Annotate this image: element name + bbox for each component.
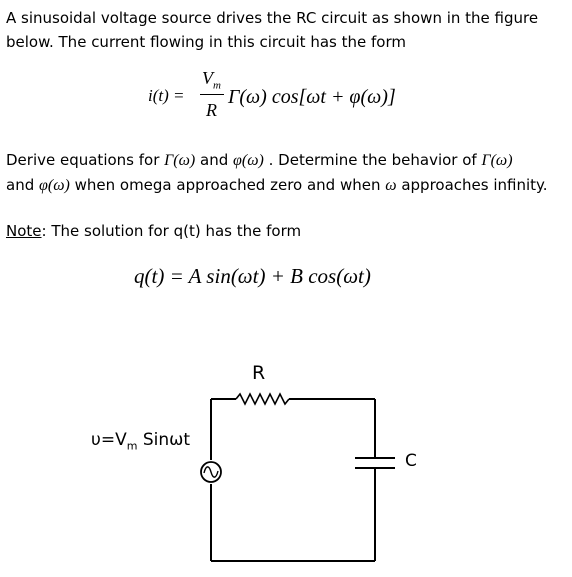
capacitor-label: C: [405, 451, 417, 471]
eq1-denominator: R: [206, 100, 217, 120]
intro-line-1: A sinusoidal voltage source drives the RC circuit as shown in the figure: [6, 9, 539, 27]
eq1-numerator: $V_m$: [202, 68, 221, 92]
intro-line-2: below. The current flowing in this circuit has the form: [6, 33, 406, 51]
sine-wave-icon: [204, 467, 218, 477]
derive-line-1: Derive equations for Γ(ω) and φ(ω) . Determine the behavior of Γ(ω): [6, 151, 513, 169]
source-label: $\upsilon=V_m$ Sinωt: [91, 430, 191, 453]
resistor-symbol: [236, 394, 289, 404]
note-label: Note: [6, 222, 42, 240]
derive-line-2: and φ(ω) when omega approached zero and when ω approaches infinity.: [6, 176, 548, 194]
eq1-rhs: Γ(ω) cos[ωt + φ(ω)]: [228, 86, 396, 108]
resistor-label: R: [252, 362, 266, 384]
note-text: : The solution for q(t) has the form: [41, 222, 302, 240]
eq1-lhs: i(t) =: [148, 86, 185, 105]
charge-equation: q(t) = A sin(ωt) + B cos(ωt): [134, 264, 371, 288]
